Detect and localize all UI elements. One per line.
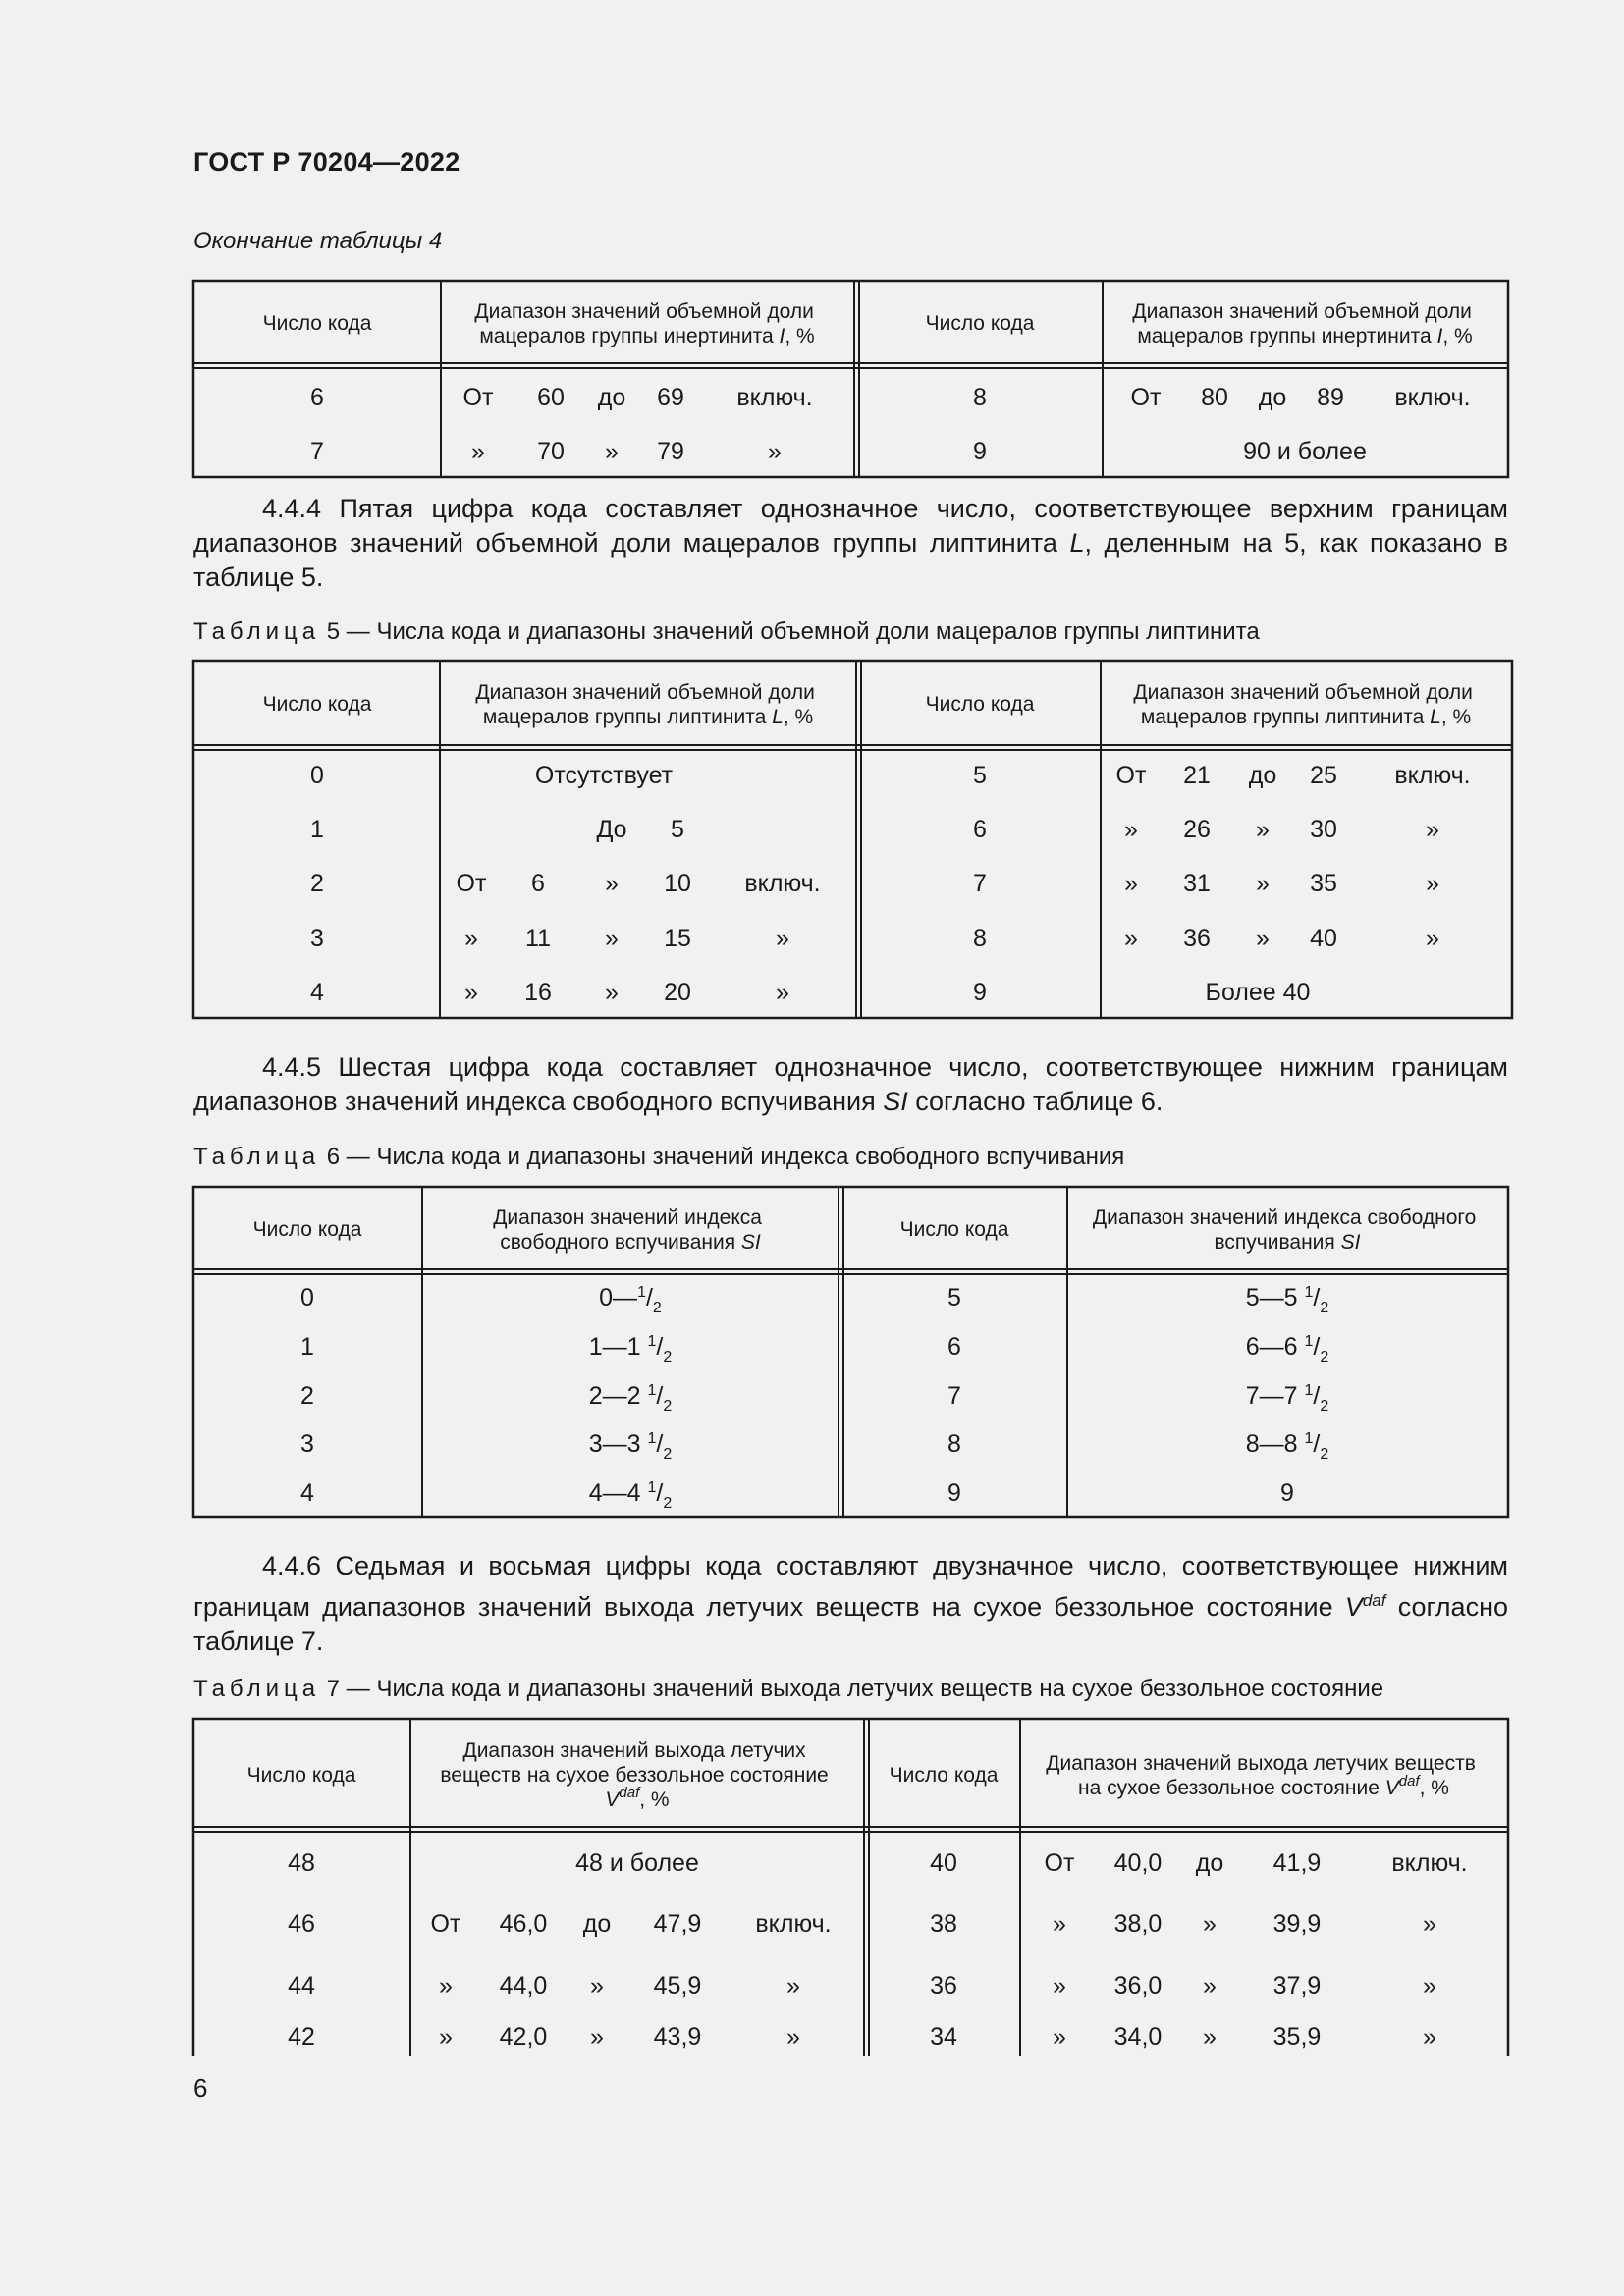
t5-range-to: 35 [1310,870,1337,897]
t5-range-word: » [1426,870,1439,897]
t4-range-word: » [768,438,782,465]
t5-range-from: 36 [1183,925,1211,952]
t5-range-to: 15 [664,925,691,952]
t6-range: 8—8 $^1/_2$ [1245,1430,1329,1463]
t5-range-word: » [464,925,478,952]
document-header: ГОСТ Р 70204—2022 [193,147,460,177]
t5-range-word: » [1426,816,1439,843]
t6-hdr-range-right: Диапазон значений индекса свободного вспучивания SI [1092,1206,1477,1254]
t5-code: 4 [310,979,324,1006]
t5-range-word: » [1124,925,1138,952]
t4-range-word: » [605,438,619,465]
t7-hdr-code-left: Число кода [246,1764,356,1787]
t7-range-word: » [439,2023,453,2051]
t5-range-to: 30 [1310,816,1337,843]
t5-range-to: 10 [664,870,691,897]
t7-range-word: » [1423,1972,1436,2000]
t7-range-word: включ. [1391,1849,1468,1877]
t5-range-from: 31 [1183,870,1211,897]
t5-range-text: Более 40 [1205,979,1311,1006]
t4-code: 9 [973,438,987,465]
t6-range: 1—1 $^1/_2$ [588,1333,673,1365]
table7-caption: Таблица 7 — Числа кода и диапазоны значений выхода летучих веществ на сухое беззольное состояние [193,1676,1384,1702]
t7-range-to: 43,9 [653,2023,702,2051]
t5-range-word: » [1256,925,1270,952]
t4-hdr-range-left: Диапазон значений объемной доли мацералов группы инертинита I, % [474,300,815,347]
t6-code: 5 [947,1284,961,1311]
t7-range-word: » [590,2023,604,2051]
t4-hdr-code-right: Число кода [925,312,1035,335]
t7-range-to: 45,9 [653,1972,702,2000]
t7-code: 42 [288,2023,315,2051]
t7-range-word: » [590,1972,604,2000]
t7-range-word: От [1044,1849,1075,1877]
t5-code: 6 [973,816,987,843]
t5-code: 0 [310,762,324,789]
t7-range-to: 39,9 [1272,1910,1322,1938]
t4-range-from: 70 [537,438,565,465]
t7-range-from: 46,0 [499,1910,548,1938]
t5-range-word: » [776,979,789,1006]
t7-hdr-code-right: Число кода [889,1764,999,1787]
t7-hdr-range-right: Диапазон значений выхода летучих веществ на сухое беззольное состояние $V^{daf}$, % [1046,1752,1476,1799]
t7-range-word: » [786,2023,800,2051]
t4-range-word: От [1130,384,1162,411]
t4-range-word: включ. [1394,384,1471,411]
page-number: 6 [193,2073,208,2103]
t7-range-word: От [430,1910,461,1938]
t6-range: $0—^1/_2$ [599,1284,662,1316]
t7-range-word: до [582,1910,612,1938]
t6-code: 7 [947,1382,961,1410]
t6-code: 0 [300,1284,314,1311]
t5-range-word: » [1256,870,1270,897]
t7-range-word: » [1423,1910,1436,1938]
t7-hdr-range-left: Диапазон значений выхода летучих веществ на сухое беззольное состояние $V^{daf}$, % [440,1739,829,1811]
t7-range-word: » [1423,2023,1436,2051]
t6-range: 9 [1280,1479,1294,1507]
t5-range-word: » [1426,925,1439,952]
t5-range-to: 40 [1310,925,1337,952]
t7-range-to: 37,9 [1272,1972,1322,2000]
t6-code: 3 [300,1430,314,1458]
t5-range-from: 21 [1183,762,1211,789]
t5-code: 1 [310,816,324,843]
t5-code: 7 [973,870,987,897]
t6-range: 7—7 $^1/_2$ [1245,1382,1329,1415]
t5-range-word: до [1248,762,1277,789]
t7-code: 36 [930,1972,957,2000]
paragraph-4-4-4: 4.4.4 Пятая цифра кода составляет однозначное число, соответствующее верхним границам диапазонов значений объемной доли мацералов группы липтинита L, деленным на 5, как показано в таблице 5. [193,494,1508,592]
t5-range-word: От [1115,762,1147,789]
t5-range-to: 5 [671,816,684,843]
t4-range-word: От [462,384,494,411]
paragraph-4-4-5: 4.4.5 Шестая цифра кода составляет однозначное число, соответствующее нижним границам диапазонов значений индекса свободного вспучивания SI согласно таблице 6. [193,1052,1508,1116]
table4-caption: Окончание таблицы 4 [193,228,443,254]
t7-range-from: 40,0 [1113,1849,1163,1877]
t5-hdr-code-left: Число кода [262,693,372,716]
t7-code: 44 [288,1972,315,2000]
t4-range-word: до [597,384,626,411]
t6-code: 6 [947,1333,961,1361]
t4-range-to: 69 [657,384,684,411]
t4-range-word: включ. [736,384,813,411]
t6-code: 2 [300,1382,314,1410]
t5-range-to: 25 [1310,762,1337,789]
t5-range-word: От [456,870,487,897]
t7-range-text: 48 и более [575,1849,699,1877]
t5-code: 8 [973,925,987,952]
t6-code: 9 [947,1479,961,1507]
t7-range-word: » [439,1972,453,2000]
t5-range-from: 16 [524,979,552,1006]
t7-range-word: » [1053,2023,1066,2051]
t5-range-to: 20 [664,979,691,1006]
t4-code: 8 [973,384,987,411]
t6-range: 4—4 $^1/_2$ [588,1479,673,1512]
t5-range-word: » [1256,816,1270,843]
t5-range-word: » [464,979,478,1006]
t6-hdr-code-right: Число кода [899,1218,1009,1241]
t5-code: 2 [310,870,324,897]
t7-code: 46 [288,1910,315,1938]
t5-range-word: » [1124,816,1138,843]
t4-range-from: 60 [537,384,565,411]
t7-range-word: до [1195,1849,1224,1877]
t6-code: 8 [947,1430,961,1458]
t7-code: 40 [930,1849,957,1877]
t5-range-word: » [776,925,789,952]
t6-range: 2—2 $^1/_2$ [588,1382,673,1415]
t7-code: 48 [288,1849,315,1877]
t4-range-to: 79 [657,438,684,465]
t4-range-word: до [1258,384,1287,411]
t5-hdr-code-right: Число кода [925,693,1035,716]
t7-range-word: » [1203,2023,1217,2051]
t7-range-from: 44,0 [499,1972,548,2000]
paragraph-4-4-6: 4.4.6 Седьмая и восьмая цифры кода составляют двузначное число, соответствующее нижним границам диапазонов значений выхода летучих веществ на сухое беззольное состояние $V^{daf}$ согласно таблице 7. [193,1551,1508,1656]
t5-range-word: » [605,979,619,1006]
t5-hdr-range-right: Диапазон значений объемной доли мацералов группы липтинита L, % [1133,681,1473,728]
t6-range: 5—5 $^1/_2$ [1245,1284,1329,1316]
t5-range-from: 11 [525,925,551,952]
t7-range-word: » [1203,1910,1217,1938]
t4-range-to: 89 [1317,384,1344,411]
t5-range-word: » [605,870,619,897]
t5-code: 5 [973,762,987,789]
t7-range-to: 35,9 [1272,2023,1322,2051]
t4-code: 7 [310,438,324,465]
t6-code: 1 [300,1333,314,1361]
t4-range-from: 80 [1201,384,1228,411]
t4-range-text: 90 и более [1243,438,1367,465]
t5-hdr-range-left: Диапазон значений объемной доли мацералов группы липтинита L, % [475,681,815,728]
t4-hdr-range-right: Диапазон значений объемной доли мацералов группы инертинита I, % [1132,300,1473,347]
t6-hdr-range-left: Диапазон значений индекса свободного вспучивания SI [493,1206,762,1254]
t6-hdr-code-left: Число кода [252,1218,362,1241]
t5-range-from: 6 [531,870,545,897]
t5-range-word: » [605,925,619,952]
t7-range-word: » [1203,1972,1217,2000]
t7-range-to: 41,9 [1272,1849,1322,1877]
t5-range-text: Отсутствует [534,762,674,789]
t7-code: 38 [930,1910,957,1938]
t7-range-from: 42,0 [499,2023,548,2051]
t7-code: 34 [930,2023,957,2051]
t5-range-word: До [596,816,627,843]
t7-range-from: 36,0 [1113,1972,1163,2000]
t4-code: 6 [310,384,324,411]
t5-range-from: 26 [1183,816,1211,843]
t7-range-word: » [786,1972,800,2000]
table5-caption: Таблица 5 — Числа кода и диапазоны значений объемной доли мацералов группы липтинита [193,618,1260,645]
t5-range-word: включ. [744,870,821,897]
t5-range-word: » [1124,870,1138,897]
t5-code: 3 [310,925,324,952]
t6-range: 6—6 $^1/_2$ [1245,1333,1329,1365]
t7-range-word: » [1053,1910,1066,1938]
t4-range-word: » [471,438,485,465]
t7-range-from: 34,0 [1113,2023,1163,2051]
table6-caption: Таблица 6 — Числа кода и диапазоны значений индекса свободного вспучивания [193,1144,1125,1170]
t5-range-word: включ. [1394,762,1471,789]
t7-range-word: » [1053,1972,1066,2000]
t6-code: 4 [300,1479,314,1507]
t7-range-word: включ. [755,1910,832,1938]
t4-hdr-code-left: Число кода [262,312,372,335]
t7-range-to: 47,9 [653,1910,702,1938]
t6-range: 3—3 $^1/_2$ [588,1430,673,1463]
t5-code: 9 [973,979,987,1006]
t7-range-from: 38,0 [1113,1910,1163,1938]
